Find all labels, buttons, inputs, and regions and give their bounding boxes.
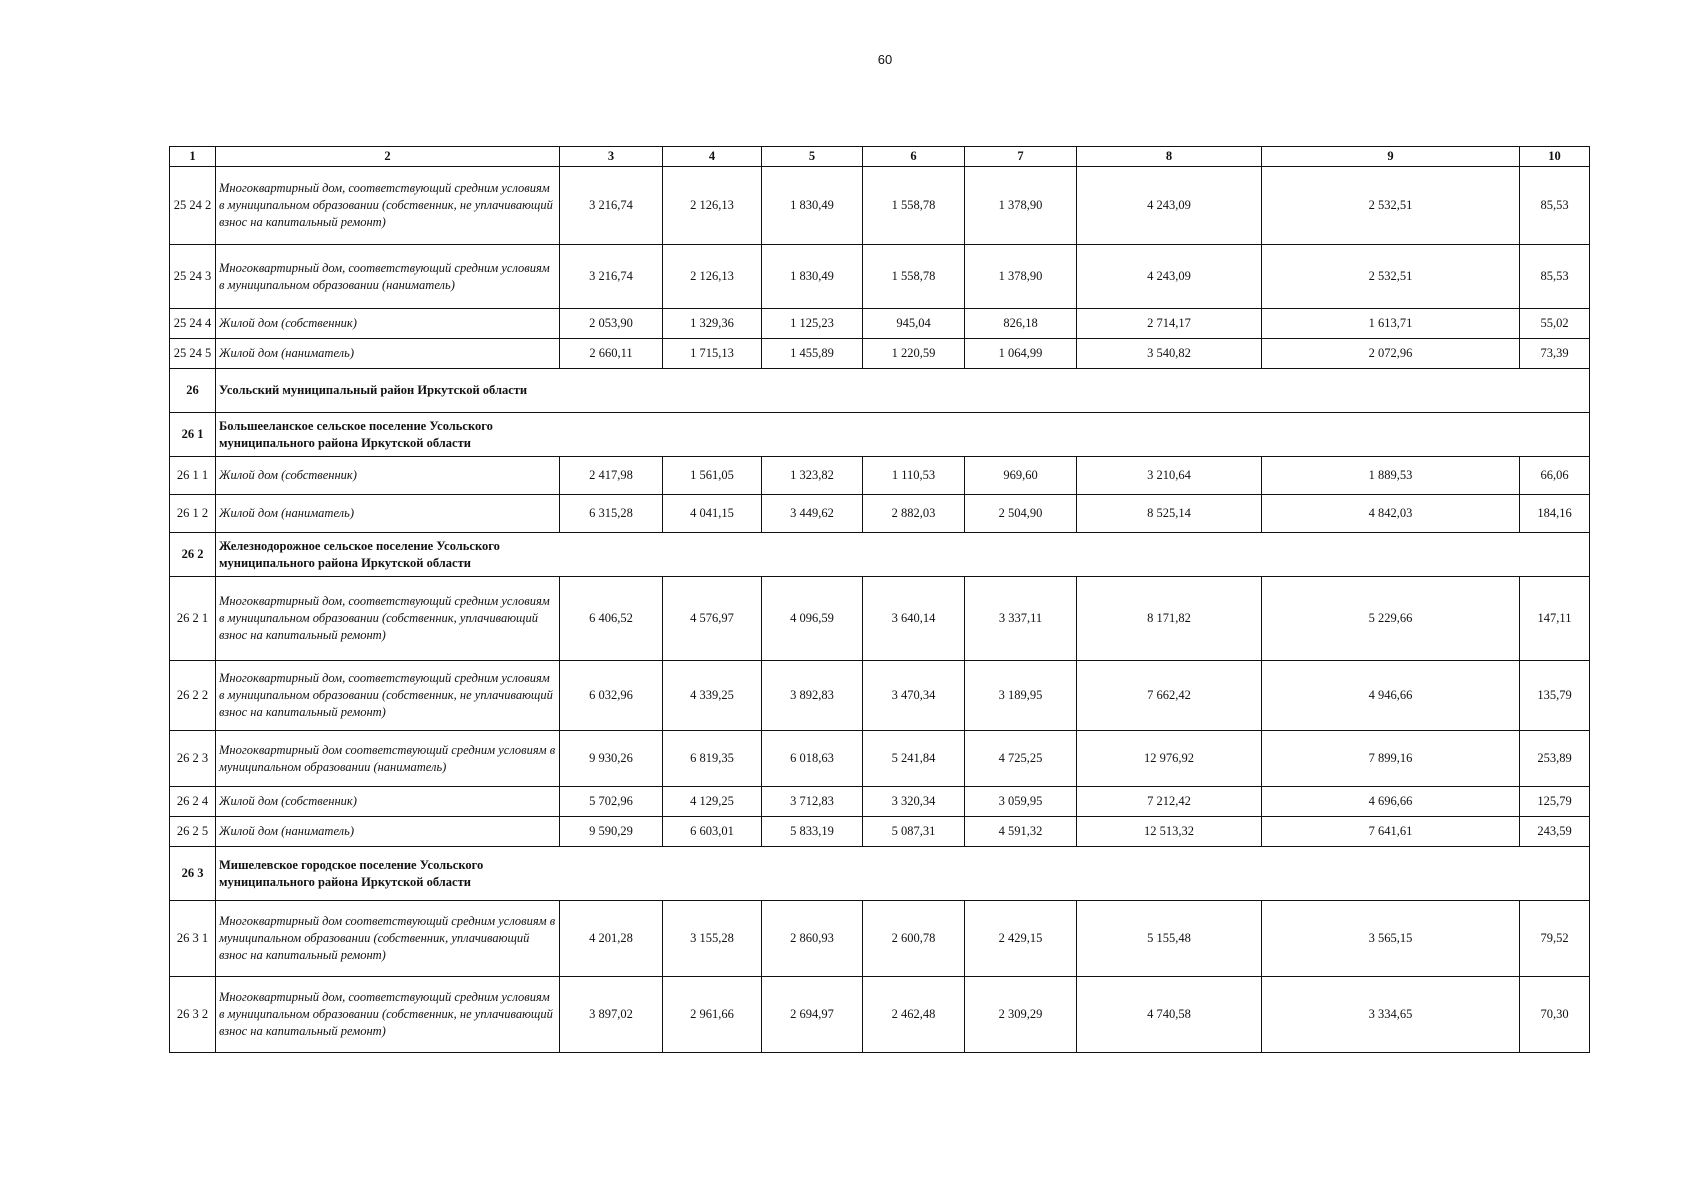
value-cell-col-10: 85,53	[1520, 245, 1590, 309]
value-cell-col-5: 1 455,89	[762, 339, 863, 369]
section-row	[170, 369, 1590, 413]
value-cell-col-10: 243,59	[1520, 817, 1590, 847]
row-code: 25 24 3	[170, 245, 216, 309]
value-cell-col-4: 6 819,35	[663, 731, 762, 787]
value-cell-col-6: 1 558,78	[863, 245, 965, 309]
row-code: 26 2 2	[170, 661, 216, 731]
section-title: Большееланское сельское поселение Усольского муниципального района Иркутской области	[216, 413, 1590, 457]
row-description: Многоквартирный дом, соответствующий средним условиям в муниципальном образовании (собственник, уплачивающий взнос на капитальный ремонт)	[216, 577, 560, 661]
value-cell-col-9: 3 334,65	[1262, 977, 1520, 1053]
value-cell-col-3: 2 660,11	[560, 339, 663, 369]
value-cell-col-6: 945,04	[863, 309, 965, 339]
value-cell-col-7: 1 378,90	[965, 167, 1077, 245]
value-cell-col-10: 253,89	[1520, 731, 1590, 787]
value-cell-col-4: 6 603,01	[663, 817, 762, 847]
value-cell-col-3: 6 406,52	[560, 577, 663, 661]
value-cell-col-8: 7 662,42	[1077, 661, 1262, 731]
value-cell-col-7: 2 429,15	[965, 901, 1077, 977]
value-cell-col-10: 55,02	[1520, 309, 1590, 339]
value-cell-col-9: 2 072,96	[1262, 339, 1520, 369]
value-cell-col-9: 7 641,61	[1262, 817, 1520, 847]
value-cell-col-7: 3 189,95	[965, 661, 1077, 731]
value-cell-col-9: 1 889,53	[1262, 457, 1520, 495]
row-code: 25 24 5	[170, 339, 216, 369]
header-row	[170, 147, 1590, 167]
value-cell-col-9: 5 229,66	[1262, 577, 1520, 661]
section-row	[170, 847, 1590, 901]
row-description: Жилой дом (собственник)	[216, 309, 560, 339]
value-cell-col-3: 6 032,96	[560, 661, 663, 731]
column-header: 5	[762, 147, 863, 167]
value-cell-col-3: 2 417,98	[560, 457, 663, 495]
table-row	[170, 977, 1590, 1053]
value-cell-col-3: 3 216,74	[560, 245, 663, 309]
row-description: Многоквартирный дом, соответствующий средним условиям в муниципальном образовании (собственник, не уплачивающий взнос на капитальный ремонт)	[216, 977, 560, 1053]
value-cell-col-3: 3 897,02	[560, 977, 663, 1053]
value-cell-col-3: 9 930,26	[560, 731, 663, 787]
row-description: Многоквартирный дом соответствующий средним условиям в муниципальном образовании (собственник, уплачивающий взнос на капитальный ремонт)	[216, 901, 560, 977]
row-code: 26 2 5	[170, 817, 216, 847]
row-code: 25 24 4	[170, 309, 216, 339]
value-cell-col-8: 2 714,17	[1077, 309, 1262, 339]
value-cell-col-9: 7 899,16	[1262, 731, 1520, 787]
section-title: Железнодорожное сельское поселение Усольского муниципального района Иркутской области	[216, 533, 1590, 577]
row-description: Жилой дом (наниматель)	[216, 817, 560, 847]
value-cell-col-10: 135,79	[1520, 661, 1590, 731]
row-code: 26 3	[170, 847, 216, 901]
row-code: 26 1 2	[170, 495, 216, 533]
value-cell-col-4: 4 576,97	[663, 577, 762, 661]
table-row	[170, 495, 1590, 533]
value-cell-col-9: 2 532,51	[1262, 245, 1520, 309]
row-description: Многоквартирный дом, соответствующий средним условиям в муниципальном образовании (собственник, не уплачивающий взнос на капитальный ремонт)	[216, 167, 560, 245]
value-cell-col-3: 4 201,28	[560, 901, 663, 977]
table-row	[170, 245, 1590, 309]
value-cell-col-7: 4 591,32	[965, 817, 1077, 847]
value-cell-col-5: 2 694,97	[762, 977, 863, 1053]
row-code: 26 3 2	[170, 977, 216, 1053]
value-cell-col-4: 4 041,15	[663, 495, 762, 533]
value-cell-col-3: 6 315,28	[560, 495, 663, 533]
value-cell-col-8: 12 976,92	[1077, 731, 1262, 787]
value-cell-col-7: 969,60	[965, 457, 1077, 495]
value-cell-col-9: 4 842,03	[1262, 495, 1520, 533]
value-cell-col-4: 2 126,13	[663, 167, 762, 245]
row-code: 26	[170, 369, 216, 413]
value-cell-col-9: 4 946,66	[1262, 661, 1520, 731]
value-cell-col-5: 3 449,62	[762, 495, 863, 533]
value-cell-col-6: 3 640,14	[863, 577, 965, 661]
value-cell-col-7: 1 378,90	[965, 245, 1077, 309]
table-body	[170, 167, 1590, 1053]
value-cell-col-8: 7 212,42	[1077, 787, 1262, 817]
value-cell-col-8: 8 171,82	[1077, 577, 1262, 661]
table-row	[170, 577, 1590, 661]
value-cell-col-4: 3 155,28	[663, 901, 762, 977]
row-description: Жилой дом (наниматель)	[216, 339, 560, 369]
value-cell-col-4: 1 715,13	[663, 339, 762, 369]
row-code: 26 3 1	[170, 901, 216, 977]
value-cell-col-3: 5 702,96	[560, 787, 663, 817]
table-row	[170, 817, 1590, 847]
value-cell-col-6: 3 320,34	[863, 787, 965, 817]
column-header: 2	[216, 147, 560, 167]
value-cell-col-7: 2 504,90	[965, 495, 1077, 533]
column-header: 10	[1520, 147, 1590, 167]
value-cell-col-9: 4 696,66	[1262, 787, 1520, 817]
column-header: 6	[863, 147, 965, 167]
table-row	[170, 731, 1590, 787]
column-header: 3	[560, 147, 663, 167]
table-row	[170, 167, 1590, 245]
tariff-table	[169, 146, 1590, 1053]
value-cell-col-6: 1 110,53	[863, 457, 965, 495]
row-code: 26 2 1	[170, 577, 216, 661]
column-header: 8	[1077, 147, 1262, 167]
table-row	[170, 661, 1590, 731]
value-cell-col-8: 3 210,64	[1077, 457, 1262, 495]
value-cell-col-10: 85,53	[1520, 167, 1590, 245]
value-cell-col-6: 5 241,84	[863, 731, 965, 787]
value-cell-col-4: 2 126,13	[663, 245, 762, 309]
value-cell-col-10: 184,16	[1520, 495, 1590, 533]
value-cell-col-10: 70,30	[1520, 977, 1590, 1053]
row-description: Многоквартирный дом, соответствующий средним условиям в муниципальном образовании (наниматель)	[216, 245, 560, 309]
value-cell-col-8: 8 525,14	[1077, 495, 1262, 533]
row-code: 26 2 3	[170, 731, 216, 787]
value-cell-col-6: 5 087,31	[863, 817, 965, 847]
column-header: 9	[1262, 147, 1520, 167]
value-cell-col-3: 3 216,74	[560, 167, 663, 245]
value-cell-col-10: 125,79	[1520, 787, 1590, 817]
value-cell-col-6: 1 558,78	[863, 167, 965, 245]
value-cell-col-4: 4 339,25	[663, 661, 762, 731]
row-description: Жилой дом (собственник)	[216, 457, 560, 495]
table-row	[170, 309, 1590, 339]
table-row	[170, 457, 1590, 495]
table-row	[170, 787, 1590, 817]
value-cell-col-5: 3 892,83	[762, 661, 863, 731]
row-code: 26 2	[170, 533, 216, 577]
value-cell-col-10: 66,06	[1520, 457, 1590, 495]
column-header: 4	[663, 147, 762, 167]
section-row	[170, 533, 1590, 577]
value-cell-col-7: 1 064,99	[965, 339, 1077, 369]
value-cell-col-5: 1 830,49	[762, 167, 863, 245]
value-cell-col-5: 5 833,19	[762, 817, 863, 847]
value-cell-col-9: 3 565,15	[1262, 901, 1520, 977]
value-cell-col-8: 5 155,48	[1077, 901, 1262, 977]
section-row	[170, 413, 1590, 457]
value-cell-col-9: 2 532,51	[1262, 167, 1520, 245]
column-header: 1	[170, 147, 216, 167]
row-code: 25 24 2	[170, 167, 216, 245]
column-header: 7	[965, 147, 1077, 167]
value-cell-col-10: 79,52	[1520, 901, 1590, 977]
value-cell-col-4: 1 561,05	[663, 457, 762, 495]
page-number: 60	[877, 52, 893, 67]
value-cell-col-4: 4 129,25	[663, 787, 762, 817]
value-cell-col-5: 4 096,59	[762, 577, 863, 661]
value-cell-col-4: 1 329,36	[663, 309, 762, 339]
row-description: Многоквартирный дом соответствующий средним условиям в муниципальном образовании (наниматель)	[216, 731, 560, 787]
value-cell-col-8: 4 740,58	[1077, 977, 1262, 1053]
value-cell-col-6: 2 882,03	[863, 495, 965, 533]
value-cell-col-9: 1 613,71	[1262, 309, 1520, 339]
section-title: Мишелевское городское поселение Усольского муниципального района Иркутской области	[216, 847, 1590, 901]
value-cell-col-3: 9 590,29	[560, 817, 663, 847]
value-cell-col-7: 3 059,95	[965, 787, 1077, 817]
table-row	[170, 901, 1590, 977]
row-description: Жилой дом (наниматель)	[216, 495, 560, 533]
value-cell-col-4: 2 961,66	[663, 977, 762, 1053]
value-cell-col-7: 3 337,11	[965, 577, 1077, 661]
value-cell-col-6: 2 600,78	[863, 901, 965, 977]
value-cell-col-10: 73,39	[1520, 339, 1590, 369]
value-cell-col-8: 3 540,82	[1077, 339, 1262, 369]
value-cell-col-5: 1 125,23	[762, 309, 863, 339]
value-cell-col-8: 12 513,32	[1077, 817, 1262, 847]
value-cell-col-5: 6 018,63	[762, 731, 863, 787]
value-cell-col-7: 2 309,29	[965, 977, 1077, 1053]
value-cell-col-7: 826,18	[965, 309, 1077, 339]
value-cell-col-10: 147,11	[1520, 577, 1590, 661]
row-code: 26 1 1	[170, 457, 216, 495]
value-cell-col-5: 1 323,82	[762, 457, 863, 495]
value-cell-col-6: 1 220,59	[863, 339, 965, 369]
value-cell-col-5: 3 712,83	[762, 787, 863, 817]
row-code: 26 1	[170, 413, 216, 457]
section-title: Усольский муниципальный район Иркутской области	[216, 369, 1590, 413]
row-description: Жилой дом (собственник)	[216, 787, 560, 817]
value-cell-col-3: 2 053,90	[560, 309, 663, 339]
value-cell-col-8: 4 243,09	[1077, 167, 1262, 245]
value-cell-col-5: 1 830,49	[762, 245, 863, 309]
value-cell-col-6: 2 462,48	[863, 977, 965, 1053]
row-code: 26 2 4	[170, 787, 216, 817]
value-cell-col-6: 3 470,34	[863, 661, 965, 731]
value-cell-col-8: 4 243,09	[1077, 245, 1262, 309]
value-cell-col-7: 4 725,25	[965, 731, 1077, 787]
table-row	[170, 339, 1590, 369]
row-description: Многоквартирный дом, соответствующий средним условиям в муниципальном образовании (собственник, не уплачивающий взнос на капитальный ремонт)	[216, 661, 560, 731]
value-cell-col-5: 2 860,93	[762, 901, 863, 977]
